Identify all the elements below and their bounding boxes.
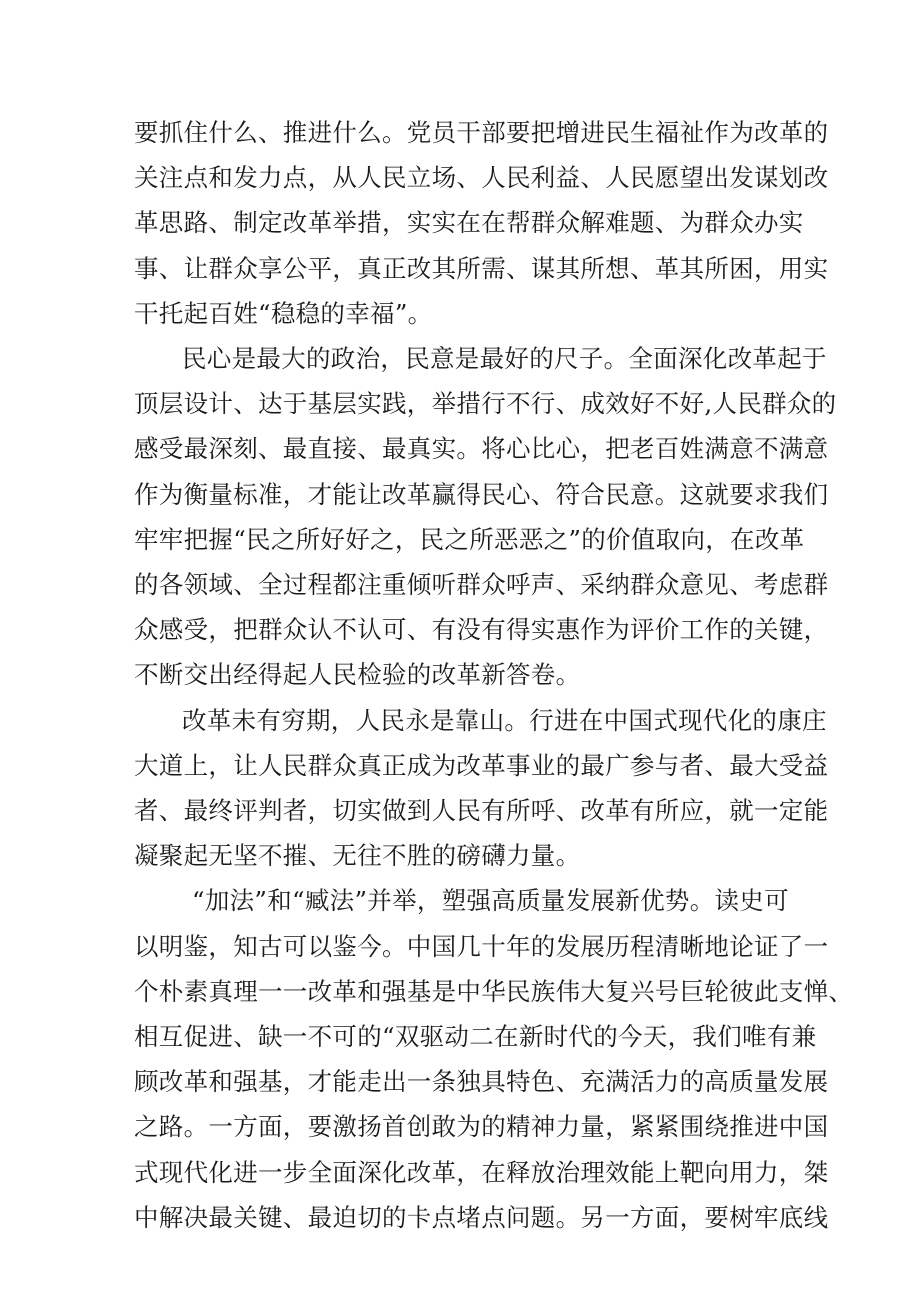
text-line: 式现代化进一步全面深化改革，在释放治理效能上靶向用力，桀 bbox=[134, 1157, 829, 1187]
text-line: 干托起百姓“稳稳的幸福”。 bbox=[134, 298, 433, 328]
text-line: 之路。一方面，要激扬首创敢为的精神力量，紧紧围绕推进中国 bbox=[134, 1112, 829, 1142]
paragraph-3 bbox=[134, 698, 829, 879]
text-line: 改革未有穷期，人民永是靠山。行进在中国式现代化的康庄 bbox=[182, 705, 827, 735]
text-line: 不断交出经得起人民检验的改革新答卷。 bbox=[134, 660, 581, 690]
text-line: 顾改革和强基，才能走出一条独具特色、充满活力的高质量发展 bbox=[134, 1067, 829, 1097]
text-line: 感受最深刻、最直接、最真实。将心比心，把老百姓满意不满意 bbox=[134, 434, 829, 464]
text-line: 中解决最关键、最迫切的卡点堵点问题。另一方面，要树牢底线 bbox=[134, 1202, 829, 1232]
text-line: 凝聚起无坚不摧、无往不胜的磅礴力量。 bbox=[134, 841, 581, 871]
text-line: 作为衡量标准，才能让改革赢得民心、符合民意。这就要求我们 bbox=[134, 479, 829, 509]
paragraph-2 bbox=[134, 336, 837, 698]
text-line: “加法”和“臧法”并举，塑强高质量发展新优势。读史可 bbox=[192, 886, 789, 916]
body-text bbox=[134, 110, 854, 1240]
text-line: 牢牢把握“民之所好好之，民之所恶恶之”的价值取向，在改革 bbox=[134, 524, 805, 554]
paragraph-1 bbox=[134, 110, 829, 336]
text-line: 众感受，把群众认不认可、有没有得实惠作为评价工作的关键， bbox=[134, 615, 829, 645]
text-line: 以明鉴，知古可以鉴今。中国几十年的发展历程清晰地论证了一 bbox=[134, 931, 829, 961]
paragraph-4 bbox=[134, 878, 854, 1240]
text-line: 要抓住什么、推进什么。党员干部要把增进民生福祉作为改革的 bbox=[134, 118, 829, 147]
text-line: 顶层设计、达于基层实践，举措行不行、成效好不好,人民群众的 bbox=[134, 389, 837, 419]
text-line: 革思路、制定改革举措，实实在在帮群众解难题、为群众办实 bbox=[134, 208, 804, 238]
text-line: 者、最终评判者，切实做到人民有所呼、改革有所应，就一定能 bbox=[134, 796, 829, 826]
text-line: 民心是最大的政治，民意是最好的尺子。全面深化改革起于 bbox=[182, 344, 827, 374]
text-line: 相互促进、缺一不可的“双驱动二在新时代的今天，我们唯有兼 bbox=[134, 1022, 817, 1052]
text-line: 事、让群众享公平，真正改其所需、谋其所想、革其所困，用实 bbox=[134, 253, 829, 283]
text-line: 关注点和发力点，从人民立场、人民利益、人民愿望出发谋划改 bbox=[134, 163, 829, 193]
text-line: 大道上，让人民群众真正成为改革事业的最广参与者、最大受益 bbox=[134, 750, 829, 780]
text-line: 的各领域、全过程都注重倾听群众呼声、采纳群众意见、考虑群 bbox=[134, 570, 829, 600]
text-line: 个朴素真理一一改革和强基是中华民族伟大复兴号巨轮彼此支惮、 bbox=[134, 976, 854, 1006]
